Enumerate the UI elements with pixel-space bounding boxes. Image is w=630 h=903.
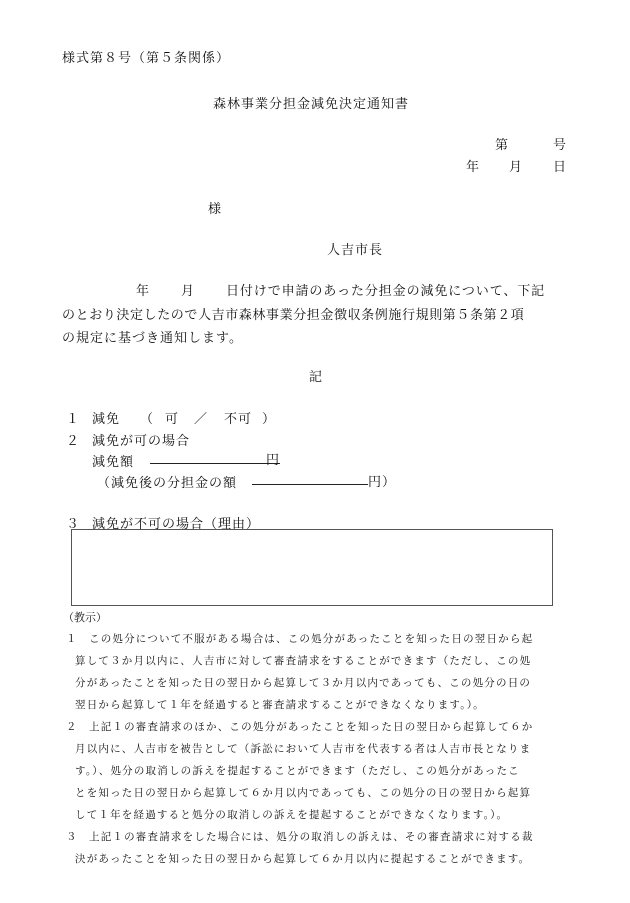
ki-heading: 記	[309, 370, 324, 385]
amount-unit: 円	[266, 449, 280, 464]
item3-label: 減免が不可の場合（理由）	[92, 517, 261, 532]
notice-3-line: 決があったことを知った日の翌日から起算して６か月以内に提起することができます。	[75, 853, 531, 865]
after-amount-label: （減免後の分担金の額	[97, 476, 238, 491]
form-number: 様式第８号（第５条関係）	[62, 51, 231, 66]
item1-number: １	[66, 412, 81, 427]
item2-label: 減免が可の場合	[92, 434, 191, 449]
doc-number-go: 号	[553, 138, 568, 153]
amount-field[interactable]	[150, 449, 281, 468]
notice-heading: （教示）	[63, 611, 107, 624]
reason-box[interactable]	[71, 529, 553, 606]
notice-2-line: 上記１の審査請求のほか、この処分があったことを知った日の翌日から起算して６か	[89, 721, 534, 733]
body-year: 年	[136, 284, 151, 299]
after-amount-field[interactable]	[252, 470, 397, 490]
amount-label: 減免額	[92, 455, 135, 470]
item1-fuka: 不可	[224, 412, 253, 427]
body-line-1: 日付けで申請のあった分担金の減免について、下記	[226, 284, 546, 299]
notice-2-line: 月以内に、人吉市を被告として（訴訟において人吉市を代表する者は人吉市長となりま	[75, 743, 532, 755]
document-title: 森林事業分担金減免決定通知書	[213, 97, 410, 112]
notice-1-line: この処分について不服がある場合は、この処分があったことを知った日の翌日から起	[89, 633, 534, 645]
item1-close-paren: ）	[262, 412, 277, 427]
notice-1-number: １	[66, 633, 78, 645]
notice-1-line: 分があったことを知った日の翌日から起算して３か月以内であっても、この処分の日の	[75, 677, 532, 689]
recipient-suffix: 様	[208, 202, 223, 217]
body-month: 月	[181, 284, 196, 299]
date-month: 月	[509, 160, 524, 175]
date-year: 年	[466, 160, 481, 175]
notice-3-number: ３	[66, 831, 78, 843]
notice-1-line: 算して３か月以内に、人吉市に対して審査請求をすることができます（ただし、この処	[75, 655, 532, 667]
date-day: 日	[553, 160, 568, 175]
body-line-2: のとおり決定したので人吉市森林事業分担金徴収条例施行規則第５条第２項	[62, 308, 525, 323]
notice-2-line: して１年を経過すると処分の取消しの訴えを提起することができなくなります。）。	[75, 809, 509, 821]
item2-number: ２	[66, 434, 81, 449]
item1-slash: ／	[194, 412, 209, 427]
item1-label: 減免	[92, 412, 121, 427]
body-line-3: の規定に基づき通知します。	[62, 331, 243, 346]
after-amount-unit: 円）	[368, 475, 397, 490]
notice-1-line: 翌日から起算して１年を経過すると審査請求することができなくなります。）。	[75, 699, 485, 711]
notice-3-line: 上記１の審査請求をした場合には、処分の取消しの訴えは、その審査請求に対する裁	[89, 831, 534, 843]
notice-2-line: とを知った日の翌日から起算して６か月以内であっても、この処分の日の翌日から起算	[75, 787, 532, 799]
issuer: 人吉市長	[327, 243, 384, 258]
notice-2-number: ２	[66, 721, 78, 733]
doc-number-dai: 第	[495, 138, 510, 153]
item3-number: ３	[66, 517, 81, 532]
notice-2-line: す。）、処分の取消しの訴えを提起することができます（ただし、この処分があったこ	[75, 765, 520, 777]
item1-open-paren: （	[140, 412, 155, 427]
item1-ka: 可	[165, 412, 180, 427]
